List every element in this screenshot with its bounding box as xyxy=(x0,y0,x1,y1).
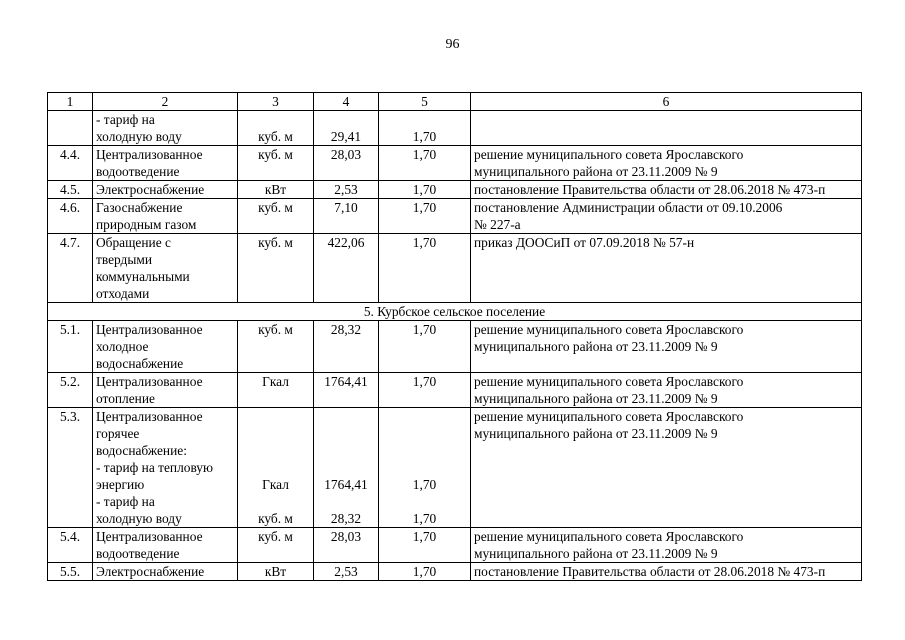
legal-basis: постановление Правительства области от 28.06.2018 № 473-п xyxy=(471,563,862,581)
row-number: 5.5. xyxy=(48,563,93,581)
coefficient-value: 1,70 xyxy=(379,373,471,408)
tariff-value: 28,03 xyxy=(314,528,379,563)
unit-cell: Гкал xyxy=(238,373,314,408)
coefficient-value: 1,70 xyxy=(379,111,471,146)
table-row xyxy=(48,181,862,199)
column-header: 4 xyxy=(314,93,379,111)
legal-basis xyxy=(471,111,862,146)
row-number: 4.5. xyxy=(48,181,93,199)
table-row xyxy=(48,373,862,408)
table-row xyxy=(48,563,862,581)
coefficient-heat-energy: 1,70 xyxy=(412,477,437,492)
tariff-value: 28,32 xyxy=(314,321,379,373)
tariff-value xyxy=(314,408,379,528)
coefficient-cold-water: 1,70 xyxy=(412,511,437,526)
unit-cell: куб. м xyxy=(238,234,314,303)
service-name: Обращение с твердыми коммунальными отходами xyxy=(93,234,238,303)
legal-basis: решение муниципального совета Ярославского муниципального района от 23.11.2009 № 9 xyxy=(471,528,862,563)
legal-basis: решение муниципального совета Ярославского муниципального района от 23.11.2009 № 9 xyxy=(471,321,862,373)
table-row xyxy=(48,321,862,373)
row-number xyxy=(48,111,93,146)
coefficient-value: 1,70 xyxy=(379,321,471,373)
service-name: Электроснабжение xyxy=(93,181,238,199)
tariff-heat-energy: 1764,41 xyxy=(324,477,368,492)
service-name: - тариф на холодную воду xyxy=(93,111,238,146)
tariff-value: 422,06 xyxy=(314,234,379,303)
row-number: 4.6. xyxy=(48,199,93,234)
tariff-value: 2,53 xyxy=(314,181,379,199)
row-number: 5.1. xyxy=(48,321,93,373)
legal-basis: постановление Правительства области от 28.06.2018 № 473-п xyxy=(471,181,862,199)
tariff-value: 7,10 xyxy=(314,199,379,234)
section-title: 5. Курбское сельское поселение xyxy=(48,303,862,321)
service-name: Централизованное горячее водоснабжение: - тариф на тепловую энергию - тариф на холодную воду xyxy=(93,408,238,528)
service-name: Электроснабжение xyxy=(93,563,238,581)
coefficient-value: 1,70 xyxy=(379,234,471,303)
legal-basis: решение муниципального совета Ярославского муниципального района от 23.11.2009 № 9 xyxy=(471,408,862,528)
coefficient-value: 1,70 xyxy=(379,146,471,181)
tariff-value: 28,03 xyxy=(314,146,379,181)
service-name: Централизованное холодное водоснабжение xyxy=(93,321,238,373)
table-row xyxy=(48,111,862,146)
coefficient-value xyxy=(379,408,471,528)
service-name: Газоснабжение природным газом xyxy=(93,199,238,234)
tariff-cold-water: 28,32 xyxy=(330,511,362,526)
column-header: 6 xyxy=(471,93,862,111)
legal-basis: решение муниципального совета Ярославского муниципального района от 23.11.2009 № 9 xyxy=(471,373,862,408)
service-name: Централизованное водоотведение xyxy=(93,528,238,563)
unit-cell xyxy=(238,408,314,528)
unit-cell: куб. м xyxy=(238,111,314,146)
row-number: 4.4. xyxy=(48,146,93,181)
unit-cell: куб. м xyxy=(238,321,314,373)
tariff-value: 2,53 xyxy=(314,563,379,581)
coefficient-value: 1,70 xyxy=(379,181,471,199)
page-number: 96 xyxy=(445,37,460,52)
row-number: 4.7. xyxy=(48,234,93,303)
row-number: 5.3. xyxy=(48,408,93,528)
coefficient-value: 1,70 xyxy=(379,528,471,563)
coefficient-value: 1,70 xyxy=(379,563,471,581)
row-number: 5.2. xyxy=(48,373,93,408)
tariff-value: 29,41 xyxy=(314,111,379,146)
tariff-table xyxy=(47,92,862,581)
coefficient-value: 1,70 xyxy=(379,199,471,234)
unit-cell: кВт xyxy=(238,181,314,199)
table-row xyxy=(48,528,862,563)
legal-basis: приказ ДООСиП от 07.09.2018 № 57-н xyxy=(471,234,862,303)
unit-heat-energy: Гкал xyxy=(262,477,289,492)
column-header: 5 xyxy=(379,93,471,111)
column-header: 1 xyxy=(48,93,93,111)
legal-basis: решение муниципального совета Ярославского муниципального района от 23.11.2009 № 9 xyxy=(471,146,862,181)
table-row xyxy=(48,146,862,181)
service-name: Централизованное отопление xyxy=(93,373,238,408)
row-number: 5.4. xyxy=(48,528,93,563)
unit-cell: кВт xyxy=(238,563,314,581)
unit-cell: куб. м xyxy=(238,528,314,563)
table-row xyxy=(48,199,862,234)
unit-cell: куб. м xyxy=(238,146,314,181)
column-header: 3 xyxy=(238,93,314,111)
column-header: 2 xyxy=(93,93,238,111)
section-header-row xyxy=(48,303,862,321)
unit-cell: куб. м xyxy=(238,199,314,234)
service-name: Централизованное водоотведение xyxy=(93,146,238,181)
unit-cold-water: куб. м xyxy=(258,511,293,526)
table-header-row xyxy=(48,93,862,111)
legal-basis: постановление Администрации области от 09.10.2006 № 227-а xyxy=(471,199,862,234)
table-row xyxy=(48,408,862,528)
tariff-value: 1764,41 xyxy=(314,373,379,408)
table-row xyxy=(48,234,862,303)
